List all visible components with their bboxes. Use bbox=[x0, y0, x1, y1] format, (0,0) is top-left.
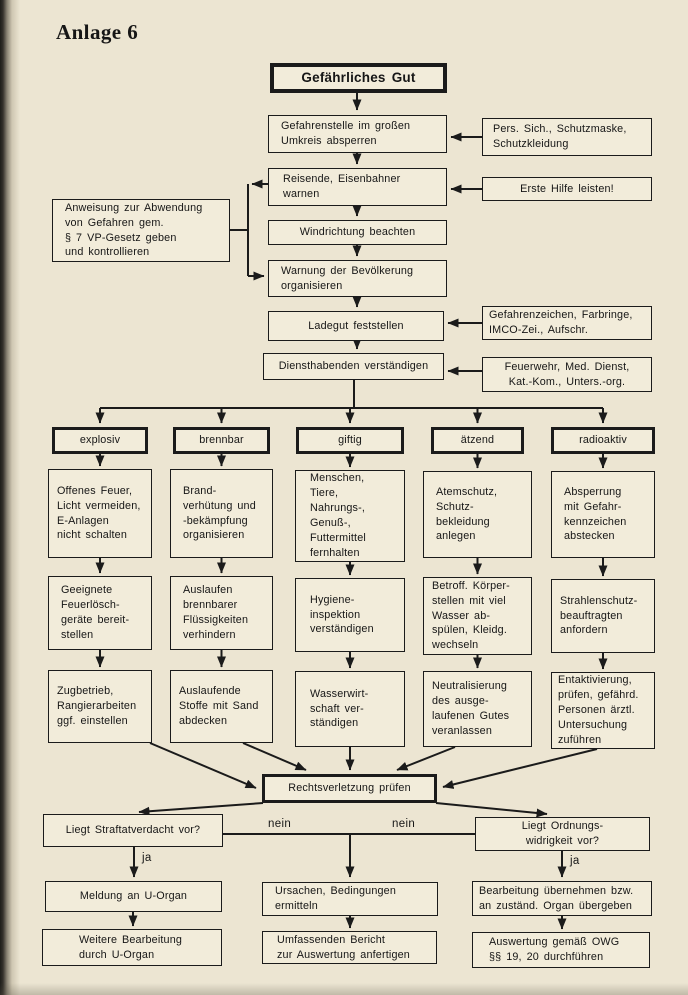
note-gefahrenzeichen: Gefahrenzeichen, Farbringe, IMCO-Zei., Aufschr. bbox=[482, 306, 652, 340]
question-straftatverdacht: Liegt Straftatverdacht vor? bbox=[43, 814, 223, 847]
category-giftig: giftig bbox=[296, 427, 404, 454]
node-weitere-bearbeitung: Weitere Bearbeitung durch U-Organ bbox=[42, 929, 222, 966]
node-ladegut-feststellen: Ladegut feststellen bbox=[268, 311, 444, 341]
category-brennbar: brennbar bbox=[173, 427, 270, 454]
node-rechtsverletzung-pruefen: Rechtsverletzung prüfen bbox=[262, 774, 437, 803]
action-wasserwirtschaft: Wasserwirt- schaft ver- ständigen bbox=[295, 671, 405, 747]
category-aetzend: ätzend bbox=[431, 427, 524, 454]
node-gefaehrliches-gut: Gefährliches Gut bbox=[270, 63, 447, 93]
node-gefahrenstelle-absperren: Gefahrenstelle im großen Umkreis absperren bbox=[268, 115, 447, 153]
action-zugbetrieb-einstellen: Zugbetrieb, Rangierarbeiten ggf. einstellen bbox=[48, 670, 152, 743]
node-auswertung-owg: Auswertung gemäß OWG §§ 19, 20 durchführen bbox=[472, 932, 650, 968]
category-explosiv: explosiv bbox=[52, 427, 148, 454]
page-title: Anlage 6 bbox=[56, 20, 139, 44]
action-auslaufen-verhindern: Auslaufen brennbarer Flüssigkeiten verhindern bbox=[170, 576, 273, 650]
action-stoffe-abdecken: Auslaufende Stoffe mit Sand abdecken bbox=[170, 670, 273, 743]
note-pers-sich-schutzmaske: Pers. Sich., Schutzmaske, Schutzkleidung bbox=[482, 118, 652, 156]
book-binding-shadow bbox=[0, 0, 20, 995]
node-ursachen-ermitteln: Ursachen, Bedingungen ermitteln bbox=[262, 882, 438, 916]
action-entaktivierung: Entaktivierung, prüfen, gefährd. Personen ärztl. Untersuchung zuführen bbox=[551, 672, 655, 749]
action-strahlenschutzbeauftragter: Strahlenschutz- beauftragten anfordern bbox=[551, 579, 655, 653]
node-bearbeitung-uebernehmen: Bearbeitung übernehmen bzw. an zuständ. Organ übergeben bbox=[472, 881, 652, 916]
action-neutralisierung: Neutralisierung des ausge- laufenen Gutes veranlassen bbox=[423, 671, 532, 747]
action-hygieneinspektion: Hygiene- inspektion verständigen bbox=[295, 578, 405, 652]
action-feuerloeschgeraete: Geeignete Feuerlösch- geräte bereit- stellen bbox=[48, 576, 152, 650]
node-umfassender-bericht: Umfassenden Bericht zur Auswertung anfertigen bbox=[262, 931, 437, 964]
label-nein-left: nein bbox=[268, 818, 292, 830]
note-erste-hilfe: Erste Hilfe leisten! bbox=[482, 177, 652, 201]
node-windrichtung: Windrichtung beachten bbox=[268, 220, 447, 245]
action-brandverhuetung: Brand- verhütung und -bekämpfung organisieren bbox=[170, 469, 273, 558]
note-anweisung-vp-gesetz: Anweisung zur Abwendung von Gefahren gem. § 7 VP-Gesetz geben und kontrollieren bbox=[52, 199, 230, 262]
node-meldung-u-organ: Meldung an U-Organ bbox=[45, 881, 222, 912]
category-radioaktiv: radioaktiv bbox=[551, 427, 655, 454]
node-diensthabenden: Diensthabenden verständigen bbox=[263, 353, 444, 380]
action-koerperstellen-abspuelen: Betroff. Körper- stellen mit viel Wasser ab- spülen, Kleidg. wechseln bbox=[423, 577, 532, 655]
node-warnung-bevoelkerung: Warnung der Bevölkerung organisieren bbox=[268, 260, 447, 297]
action-menschen-fernhalten: Menschen, Tiere, Nahrungs-, Genuß-, Futtermittel fernhalten bbox=[295, 470, 405, 562]
label-ja-right: ja bbox=[570, 855, 580, 867]
label-ja-left: ja bbox=[142, 852, 152, 864]
node-reisende-warnen: Reisende, Eisenbahner warnen bbox=[268, 168, 447, 206]
label-nein-right: nein bbox=[392, 818, 416, 830]
action-offenes-feuer-vermeiden: Offenes Feuer, Licht vermeiden, E-Anlagen nicht schalten bbox=[48, 469, 152, 558]
note-feuerwehr-med-dienst: Feuerwehr, Med. Dienst, Kat.-Kom., Unters.-org. bbox=[482, 357, 652, 392]
action-atemschutz-anlegen: Atemschutz, Schutz- bekleidung anlegen bbox=[423, 471, 532, 558]
question-ordnungswidrigkeit: Liegt Ordnungs- widrigkeit vor? bbox=[475, 817, 650, 851]
action-absperrung-abstecken: Absperrung mit Gefahr- kennzeichen abstecken bbox=[551, 471, 655, 558]
page-bottom-shadow bbox=[0, 983, 688, 995]
